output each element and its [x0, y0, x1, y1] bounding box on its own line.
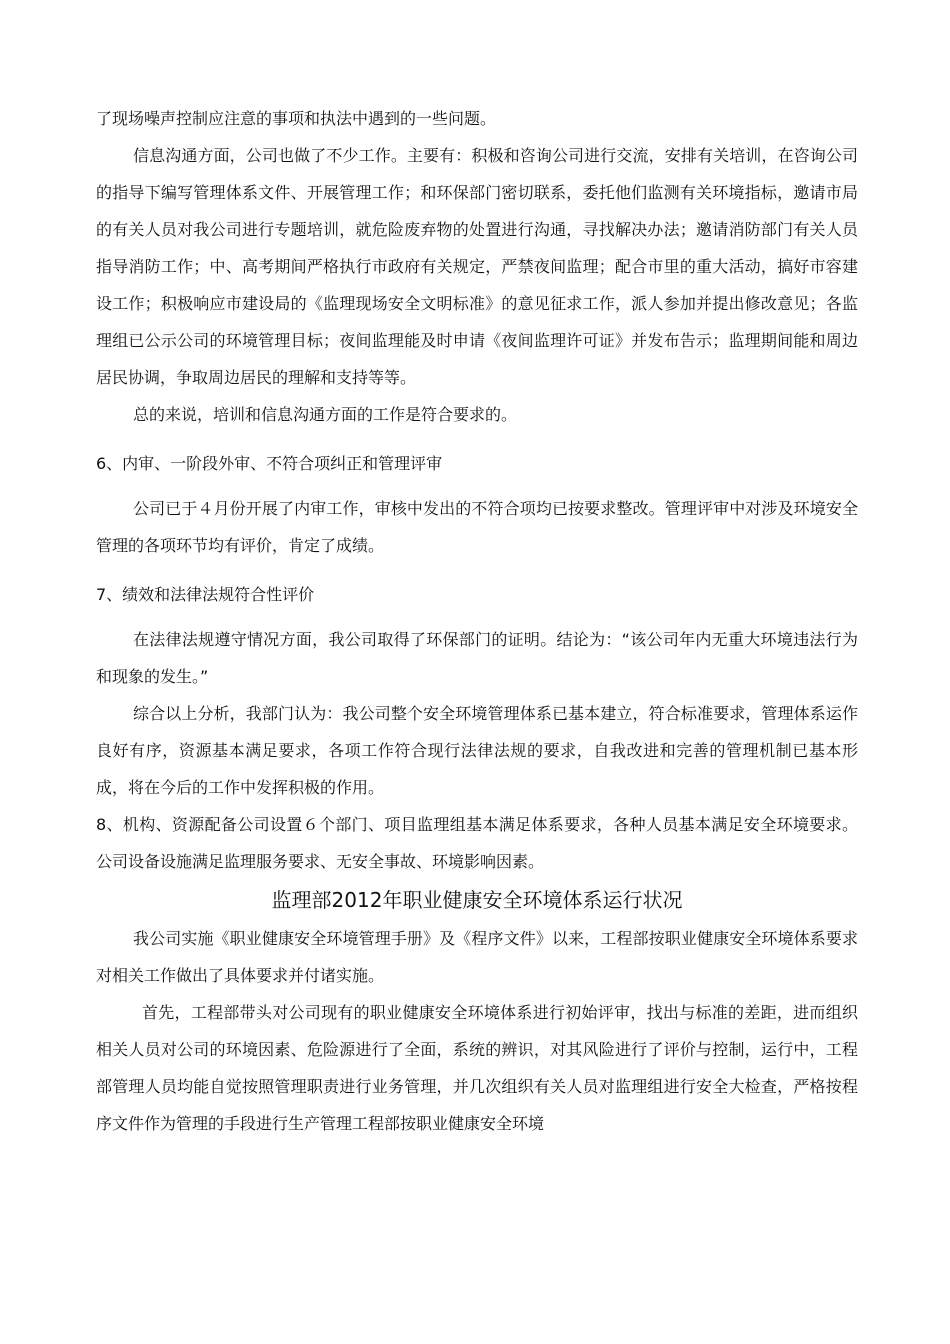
paragraph-internal-audit: 公司已于４月份开展了内审工作，审核中发出的不符合项均已按要求整改。管理评审中对涉及环境安全管理的各项环节均有评价，肯定了成绩。: [96, 499, 858, 555]
paragraph-noise-control: 了现场噪声控制应注意的事项和执法中遇到的一些问题。: [96, 109, 497, 128]
paragraph-training-summary: 总的来说，培训和信息沟通方面的工作是符合要求的。: [133, 405, 518, 424]
paragraph-section-8: 8、机构、资源配备公司设置６个部门、项目监理组基本满足体系要求，各种人员基本满足安全环境要求。公司设备设施满足监理服务要求、无安全事故、环境影响因素。: [96, 815, 858, 871]
section-heading-6: 6、内审、一阶段外审、不符合项纠正和管理评审: [96, 454, 443, 473]
paragraph-overall-analysis: 综合以上分析，我部门认为：我公司整个安全环境管理体系已基本建立，符合标准要求，管理体系运作良好有序，资源基本满足要求，各项工作符合现行法律法规的要求，自我改进和完善的管理机制已基本形成，将在今后的工作中发挥积极的作用。: [96, 704, 858, 797]
paragraph-implementation: 我公司实施《职业健康安全环境管理手册》及《程序文件》以来，工程部按职业健康安全环境体系要求对相关工作做出了具体要求并付诸实施。: [96, 929, 858, 985]
section-title: 监理部2012年职业健康安全环境体系运行状况: [271, 888, 683, 912]
document-page: [96, 100, 858, 1142]
paragraph-first-review: 首先，工程部带头对公司现有的职业健康安全环境体系进行初始评审，找出与标准的差距，进而组织相关人员对公司的环境因素、危险源进行了全面，系统的辨识，对其风险进行了评价与控制，运行中，工程部管理人员均能自觉按照管理职责进行业务管理，并几次组织有关人员对监理组进行安全大检查，严格按程序文件作为管理的手段进行生产管理工程部按职业健康安全环境: [96, 1003, 858, 1133]
paragraph-legal-compliance: 在法律法规遵守情况方面，我公司取得了环保部门的证明。结论为：“该公司年内无重大环境违法行为和现象的发生。”: [96, 630, 858, 686]
paragraph-info-communication: 信息沟通方面，公司也做了不少工作。主要有：积极和咨询公司进行交流，安排有关培训，在咨询公司的指导下编写管理体系文件、开展管理工作；和环保部门密切联系，委托他们监测有关环境指标，邀请市局的有关人员对我公司进行专题培训，就危险废弃物的处置进行沟通，寻找解决办法；邀请消防部门有关人员指导消防工作；中、高考期间严格执行市政府有关规定，严禁夜间监理；配合市里的重大活动，搞好市容建设工作；积极响应市建设局的《监理现场安全文明标准》的意见征求工作，派人参加并提出修改意见；各监理组已公示公司的环境管理目标；夜间监理能及时申请《夜间监理许可证》并发布告示；监理期间能和周边居民协调，争取周边居民的理解和支持等等。: [96, 146, 858, 387]
section-heading-7: 7、绩效和法律法规符合性评价: [96, 585, 315, 604]
